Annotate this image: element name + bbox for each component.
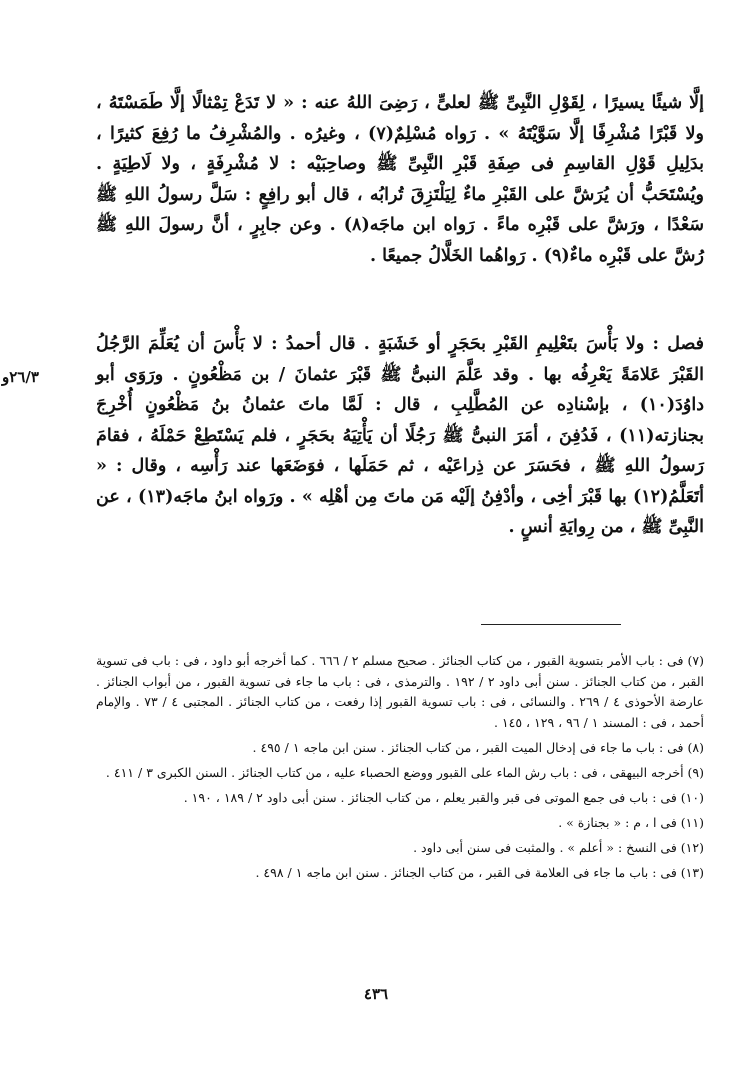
paragraph-2 — [96, 329, 704, 543]
manuscript-folio-note: ٢٦/٣و — [2, 368, 39, 386]
footnote-7: (٧) فى : باب الأمر بتسوية القبور ، من كتاب الجنائز . صحيح مسلم ٢ / ٦٦٦ . كما أخرجه أبو داود ، فى : باب فى تسوية القبر ، من كتاب الجنائز . سنن أبى داود ٢ / ١٩٢ . والترمذى ، فى : باب ما جاء فى تسوية القبور ، من أبواب الجنائز . عارضة الأحوذى ٤ / ٢٦٩ . والنسائى ، فى : باب تسوية القبور إذا رفعت ، من كتاب الجنائز . المجتبى ٤ / ٧٣ . والإمام أحمد ، فى : المسند ١ / ٩٦ ، ١٢٩ ، ١٤٥ . — [96, 653, 704, 730]
section-heading: فصل — [667, 334, 704, 354]
paragraph-2-text: : ولا بَأْسَ بتَعْلِيمِ القَبْرِ بحَجَرٍ أو خَشَبَةٍ . قال أحمدُ : لا بَأْسَ أن يُعَلِّمَ الرَّجُلُ القَبْرَ عَلامَةً يَعْرِفُه بها . وقد عَلَّمَ النبىُّ ﷺ قَبْرَ عثمانَ / بن مَظْعُونٍ . ورَوَى أبو داوُدَ(١٠) ، بإسْنادِه عن المُطَّلِبِ ، قال : لَمَّا ماتَ عثمانُ بنُ مَظْعُونٍ أُخْرِجَ بجنازته(١١) ، فَدُفِنَ ، أمَرَ النبىُّ ﷺ رَجُلًا أن يَأْتِيَهُ بحَجَرٍ ، فلم يَسْتَطِعْ حَمْلَهُ ، فقامَ رَسولُ اللهِ ﷺ ، فحَسَرَ عن ذِراعَيْه ، ثم حَمَلَها ، فوَضَعَها عند رَأْسِه ، وقال : « أتَعَلَّمُ(١٢) بها قَبْرَ أخِى ، وأدْفِنُ إلَيْه مَن ماتَ مِن أهْلِه » . ورَواه ابنُ ماجَه(١٣) ، عن النَّبِىِّ ﷺ ، من رِوايَةِ أنسٍ . — [96, 334, 704, 537]
footnotes-list — [96, 651, 704, 888]
footnote-9: (٩) أخرجه البيهقى ، فى : باب رش الماء على القبور ووضع الحصباء عليه ، من كتاب الجنائز . السنن الكبرى ٣ / ٤١١ . — [105, 764, 704, 780]
footnote-separator — [481, 624, 621, 625]
footnote-8: (٨) فى : باب ما جاء فى إدخال الميت القبر ، من كتاب الجنائز . سنن ابن ماجه ١ / ٤٩٥ . — [252, 739, 704, 755]
page-number: ٤٣٦ — [363, 985, 389, 1003]
footnote-13: (١٣) فى : باب ما جاء فى العلامة فى القبر ، من كتاب الجنائز . سنن ابن ماجه ١ / ٤٩٨ . — [255, 864, 704, 880]
paragraph-1-text: إلَّا شيئًا يسيرًا ، لِقَوْلِ النَّبِىِّ ﷺ لعلىٍّ ، رَضِىَ اللهُ عنه : « لا تَدَعْ تِمْثالًا إلَّا طَمَسْتَهُ ، ولا قَبْرًا مُشْرِفًا إلَّا سَوَّيْتَهُ » . رَواه مُسْلِمٌ(٧) ، وغيرُه . والمُشْرِفُ ما رُفِعَ كثيرًا ، بدَلِيلِ قَوْلِ القاسِمِ فى صِفَةِ قَبْرِ النَّبِىِّ ﷺ وصاحِبَيْه : لا مُشْرِفَةٍ ، ولا لَاطِيَةٍ . ويُسْتَحَبُّ أن يُرَشَّ على القَبْرِ ماءٌ لِيَلْتَزِقَ تُرابُه ، قال أبو رافِعٍ : سَلَّ رسولُ اللهِ ﷺ سَعْدًا ، ورَشَّ على قَبْرِه ماءً . رَواه ابن ماجَه(٨) . وعن جابِرٍ ، أنَّ رسولَ اللهِ ﷺ رُشَّ على قَبْرِه ماءٌ(٩) . رَواهُما الخَلَّالُ جميعًا . — [96, 93, 705, 266]
footnote-10: (١٠) فى : باب فى جمع الموتى فى قبر والقبر يعلم ، من كتاب الجنائز . سنن أبى داود ٢ / ١٨٩ ، ١٩٠ . — [183, 789, 704, 805]
footnote-11: (١١) فى ا ، م : « بجنازة » . — [558, 814, 704, 830]
paragraph-1 — [96, 88, 704, 271]
footnote-12: (١٢) فى النسخ : « أعلم » . والمثبت فى سنن أبى داود . — [413, 839, 704, 855]
